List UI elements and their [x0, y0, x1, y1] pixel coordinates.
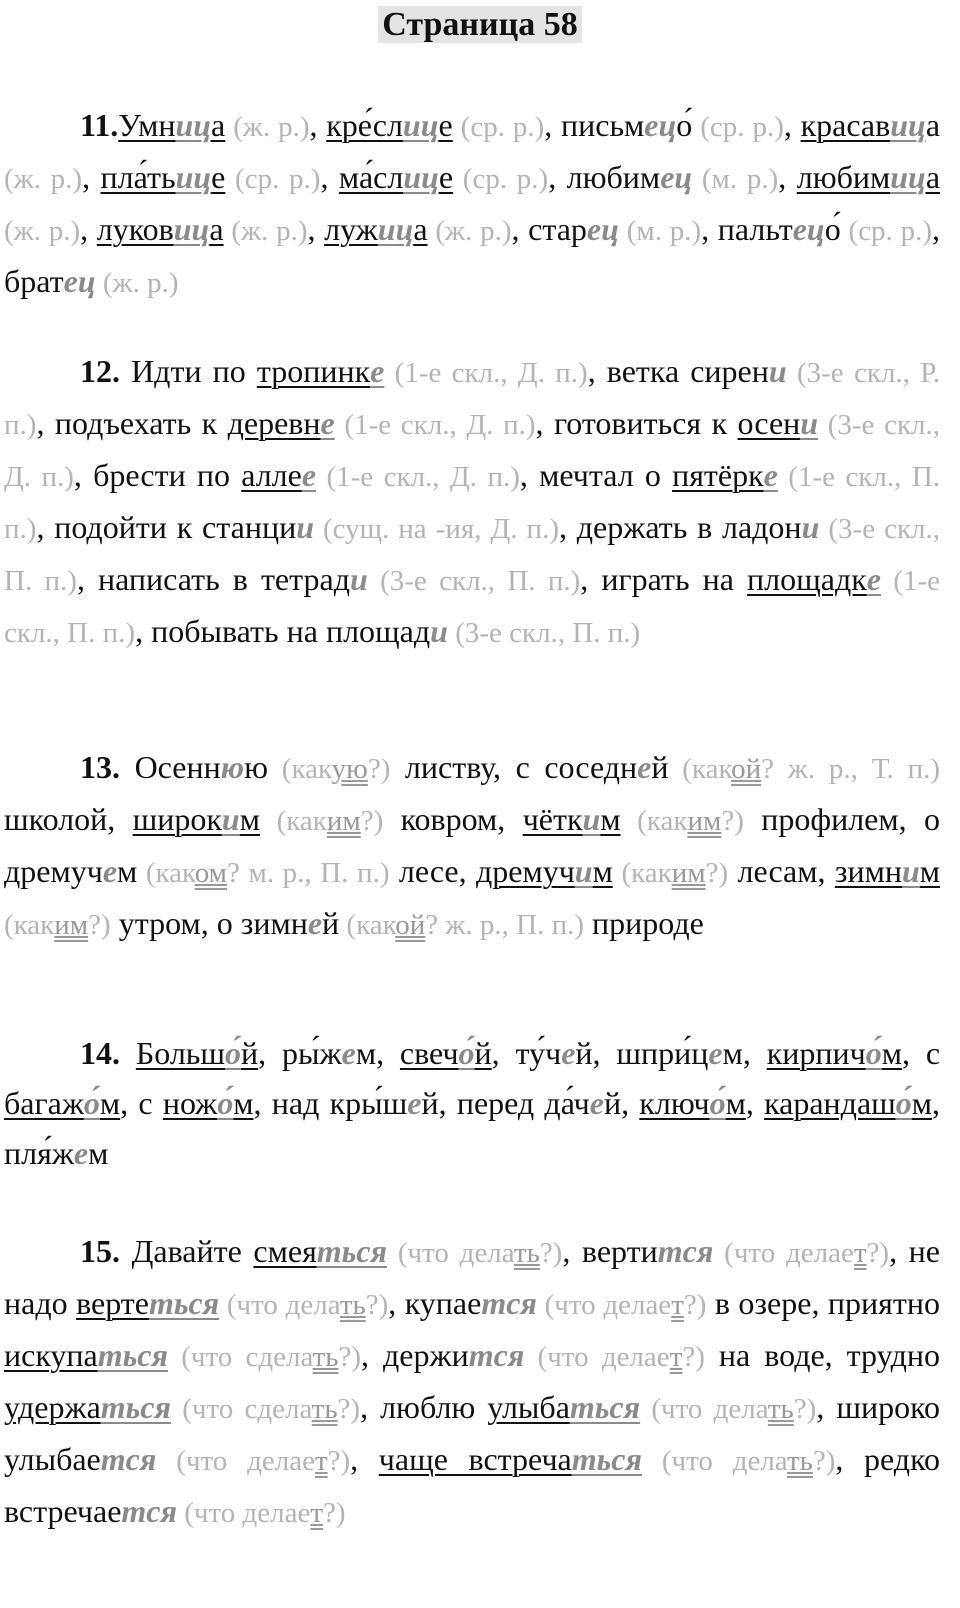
- exercise-number: 12.: [80, 353, 120, 389]
- note-ending: т: [669, 1341, 683, 1373]
- underlined-word: м: [233, 1085, 254, 1121]
- note-ending: ть: [786, 1445, 813, 1477]
- underlined-word: широк: [132, 801, 222, 837]
- text-run: м: [117, 853, 138, 889]
- grammar-note: (как: [267, 753, 332, 785]
- underlined-word: м: [239, 801, 260, 837]
- highlighted-letters: тся: [100, 1441, 157, 1477]
- grammar-note: ?): [682, 1341, 705, 1373]
- exercise-number: 13.: [80, 749, 120, 785]
- text-run: , купае: [388, 1285, 482, 1321]
- text-run: а: [925, 107, 941, 143]
- text-run: , ветка сирен: [587, 353, 769, 389]
- grammar-note: [327, 805, 361, 837]
- underlined-word: м: [881, 1035, 902, 1071]
- highlighted-letters: иц: [890, 159, 926, 195]
- highlighted-letters: ец: [792, 211, 825, 247]
- text-run: Осенн: [120, 749, 221, 785]
- highlighted-letters: тся: [481, 1285, 537, 1321]
- note-ending: т: [853, 1237, 867, 1269]
- highlighted-letters: иц: [175, 107, 212, 143]
- text-run: м,: [355, 1035, 400, 1071]
- text-run: ,: [82, 159, 101, 195]
- highlighted-letters: и: [350, 561, 368, 597]
- grammar-note: (ж. р.): [223, 215, 308, 247]
- text-run: ,: [307, 211, 325, 247]
- note-ending: ть: [767, 1393, 794, 1425]
- grammar-note: (что делае: [524, 1341, 670, 1373]
- underlined-word: улыба: [487, 1389, 570, 1425]
- grammar-note: (1-е скл., П. п.): [4, 461, 941, 545]
- highlighted-letters: и: [296, 509, 314, 545]
- highlighted-letters: е: [407, 1085, 422, 1121]
- underlined-word: луж: [324, 211, 378, 247]
- grammar-note: [315, 1445, 328, 1477]
- underlined-word: деревн: [227, 405, 321, 441]
- highlighted-letters: ец: [63, 263, 96, 299]
- grammar-note: ?): [360, 805, 384, 837]
- underlined-word: кирпич: [766, 1035, 866, 1071]
- highlighted-letters: ться: [97, 1337, 168, 1373]
- grammar-note: [54, 909, 88, 941]
- grammar-note: (как: [4, 909, 55, 941]
- grammar-note: (3-е скл., П. п.): [4, 513, 941, 597]
- highlighted-letters: иц: [175, 159, 212, 195]
- underlined-word: искупа: [4, 1337, 98, 1373]
- highlighted-letters: и: [768, 353, 787, 389]
- note-ending: им: [54, 909, 89, 941]
- text-run: , ту́ч: [491, 1035, 562, 1071]
- grammar-note: (как: [339, 909, 396, 941]
- grammar-note: (что делае: [713, 1237, 854, 1269]
- underlined-word: Больш: [135, 1035, 226, 1071]
- grammar-note: (3-е скл., Р. п.): [4, 357, 941, 441]
- highlighted-letters: о́: [217, 1085, 234, 1121]
- text-run: , подойти к станци: [36, 509, 297, 545]
- text-run: , держать в ладон: [558, 509, 802, 545]
- grammar-note: [310, 1497, 323, 1529]
- highlighted-letters: иц: [402, 107, 439, 143]
- text-run: профилем, о дремуч: [4, 801, 941, 889]
- grammar-note: (1-е скл., П. п.): [4, 565, 941, 649]
- text-run: природе: [584, 905, 704, 941]
- highlighted-letters: ться: [148, 1285, 220, 1321]
- note-ending: им: [671, 857, 706, 889]
- underlined-word: чаще встреча: [378, 1441, 572, 1477]
- underlined-word: удержа: [4, 1389, 101, 1425]
- exercise-14: [4, 1028, 940, 1178]
- text-run: ,: [783, 107, 801, 143]
- highlighted-letters: е: [301, 457, 317, 493]
- note-ending: им: [326, 805, 361, 837]
- text-run: й, перед да́ч: [421, 1085, 590, 1121]
- underlined-word: ма́сл: [338, 159, 404, 195]
- note-ending: ть: [311, 1393, 338, 1425]
- grammar-note: (3-е скл., П. п.): [367, 565, 581, 597]
- grammar-note: (м. р.): [618, 215, 702, 247]
- grammar-note: (что сдела: [167, 1341, 313, 1373]
- text-run: о́: [676, 107, 693, 143]
- grammar-note: [731, 753, 761, 785]
- note-ending: ть: [312, 1341, 339, 1373]
- underlined-word: верте: [76, 1285, 149, 1321]
- underlined-word: луков: [96, 211, 174, 247]
- text-run: , с: [901, 1035, 941, 1071]
- grammar-note: (что дела: [641, 1445, 787, 1477]
- highlighted-letters: и: [221, 801, 240, 837]
- text-run: м: [88, 1135, 109, 1171]
- highlighted-letters: е: [708, 1035, 723, 1071]
- text-run: й: [322, 905, 340, 941]
- highlighted-letters: ться: [316, 1233, 387, 1269]
- highlighted-letters: тся: [468, 1337, 525, 1373]
- grammar-note: [332, 753, 368, 785]
- grammar-note: ?): [721, 805, 744, 837]
- grammar-note: ?): [812, 1445, 836, 1477]
- note-ending: ой: [731, 753, 762, 785]
- text-run: , верти: [562, 1233, 658, 1269]
- underlined-word: свеч: [399, 1035, 459, 1071]
- highlighted-letters: тся: [121, 1493, 177, 1529]
- underlined-word: м: [911, 1085, 933, 1121]
- text-run: в озере, приятно: [706, 1285, 940, 1321]
- grammar-note: ?): [88, 909, 111, 941]
- grammar-note: ?): [367, 753, 391, 785]
- grammar-note: [340, 1289, 366, 1321]
- grammar-note: (ж. р.): [225, 111, 310, 143]
- text-run: , с: [120, 1085, 163, 1121]
- text-run: , брат: [4, 211, 941, 299]
- text-run: лесе,: [389, 853, 476, 889]
- grammar-note: [854, 1237, 867, 1269]
- text-run: Идти по: [120, 353, 257, 389]
- text-run: , не надо: [4, 1233, 941, 1321]
- highlighted-letters: ться: [100, 1389, 171, 1425]
- text-run: утром, о зимн: [110, 905, 308, 941]
- grammar-note: (м. р.): [692, 163, 779, 195]
- grammar-note: [687, 805, 721, 837]
- grammar-note: ? м. р., П. п.): [227, 857, 390, 889]
- underlined-word: чётк: [522, 801, 583, 837]
- grammar-note: ?): [683, 1289, 707, 1321]
- underlined-word: алле: [241, 457, 302, 493]
- text-run: ,: [350, 1441, 379, 1477]
- highlighted-letters: тся: [657, 1233, 714, 1269]
- grammar-note: (ср. р.): [692, 111, 784, 143]
- highlighted-letters: и: [801, 509, 820, 545]
- highlighted-letters: иц: [403, 159, 439, 195]
- text-run: , письм: [544, 107, 645, 143]
- text-run: , ры́ж: [258, 1035, 342, 1071]
- exercise-15: [4, 1226, 940, 1538]
- grammar-note: [671, 1289, 684, 1321]
- underlined-word: Умн: [118, 107, 176, 143]
- underlined-word: м: [919, 853, 941, 889]
- grammar-note: ?): [338, 1341, 362, 1373]
- highlighted-letters: ец: [644, 107, 677, 143]
- highlighted-letters: иц: [173, 211, 210, 247]
- underlined-word: м: [99, 1085, 121, 1121]
- grammar-note: ? ж. р., П. п.): [425, 909, 585, 941]
- text-run: [120, 1035, 136, 1071]
- underlined-word: дремуч: [475, 853, 575, 889]
- grammar-note: (что дела: [219, 1289, 340, 1321]
- exercise-12: [4, 346, 940, 658]
- text-run: , любим: [548, 159, 661, 195]
- highlighted-letters: ец: [660, 159, 693, 195]
- note-ending: ть: [513, 1237, 540, 1269]
- text-run: школой,: [4, 801, 133, 837]
- text-run: о́: [824, 211, 841, 247]
- underlined-word: а: [925, 159, 941, 195]
- grammar-note: (ж. р.): [4, 163, 83, 195]
- text-run: й, шпри́ц: [575, 1035, 709, 1071]
- underlined-word: ключ: [639, 1085, 710, 1121]
- grammar-note: [768, 1393, 794, 1425]
- grammar-note: (1-е скл., Д. п.): [316, 461, 520, 493]
- text-run: , брести по: [73, 457, 242, 493]
- text-run: ю: [244, 749, 268, 785]
- highlighted-letters: ться: [569, 1389, 641, 1425]
- text-run: ,: [320, 159, 339, 195]
- grammar-note: (как: [620, 805, 688, 837]
- text-run: , стар: [511, 211, 587, 247]
- grammar-note: (ср. р.): [452, 111, 545, 143]
- underlined-word: а: [209, 211, 224, 247]
- text-run: ,: [309, 107, 327, 143]
- highlighted-letters: е: [102, 853, 118, 889]
- grammar-note: (ж. р.): [427, 215, 512, 247]
- highlighted-letters: ю: [220, 749, 245, 785]
- grammar-note: (как: [668, 753, 732, 785]
- grammar-note: (что дела: [640, 1393, 768, 1425]
- note-ending: им: [687, 805, 722, 837]
- grammar-note: [672, 857, 706, 889]
- highlighted-letters: е: [866, 561, 881, 597]
- note-ending: ом: [194, 857, 227, 889]
- underlined-word: кре́сл: [326, 107, 403, 143]
- highlighted-letters: е: [307, 905, 323, 941]
- exercise-number: 15.: [80, 1233, 120, 1269]
- text-run: , готовиться к: [535, 405, 738, 441]
- grammar-note: (сущ. на -ия, Д. п.): [314, 513, 559, 545]
- underlined-word: м: [725, 1085, 746, 1121]
- text-run: ковром,: [383, 801, 523, 837]
- grammar-note: (ср. р.): [840, 215, 933, 247]
- underlined-word: м: [600, 801, 621, 837]
- underlined-word: а: [413, 211, 428, 247]
- underlined-word: карандаш: [764, 1085, 896, 1121]
- grammar-note: ?): [866, 1237, 890, 1269]
- text-run: ,: [778, 159, 797, 195]
- text-run: , редко встречае: [4, 1441, 941, 1529]
- underlined-word: багаж: [4, 1085, 84, 1121]
- note-ending: т: [314, 1445, 328, 1477]
- text-run: , держи: [361, 1337, 469, 1373]
- text-run: , пля́ж: [4, 1085, 941, 1171]
- underlined-word: е: [438, 159, 454, 195]
- underlined-word: нож: [162, 1085, 218, 1121]
- grammar-note: ?): [365, 1289, 389, 1321]
- highlighted-letters: е: [561, 1035, 576, 1071]
- note-ending: ую: [331, 753, 368, 785]
- underlined-word: смея: [253, 1233, 317, 1269]
- grammar-note: (ж. р.): [95, 267, 179, 299]
- text-run: , пальт: [701, 211, 793, 247]
- highlighted-letters: и: [430, 613, 448, 649]
- text-run: , написать в тетрад: [76, 561, 350, 597]
- highlighted-letters: иц: [377, 211, 414, 247]
- text-run: ,: [80, 211, 97, 247]
- grammar-note: (как: [259, 805, 327, 837]
- grammar-note: (ж. р.): [4, 215, 81, 247]
- exercise-13: [4, 742, 940, 950]
- exercise-11: [4, 100, 940, 308]
- underlined-word: осен: [737, 405, 801, 441]
- page-title-text: Страница 58: [378, 6, 581, 43]
- grammar-note: ?): [323, 1497, 346, 1529]
- text-run: й: [651, 749, 669, 785]
- grammar-note: ?): [337, 1393, 361, 1425]
- underlined-word: е: [438, 107, 453, 143]
- text-run: , люблю: [360, 1389, 488, 1425]
- underlined-word: тропинк: [256, 353, 371, 389]
- text-run: , побывать на площад: [135, 613, 431, 649]
- underlined-word: а: [211, 107, 226, 143]
- grammar-note: (что дела: [386, 1237, 514, 1269]
- text-run: , мечтал о: [519, 457, 673, 493]
- underlined-word: й: [241, 1035, 259, 1071]
- text-run: , играть на: [580, 561, 748, 597]
- note-ending: ть: [339, 1289, 366, 1321]
- text-run: м,: [722, 1035, 767, 1071]
- text-run: , подъехать к: [36, 405, 228, 441]
- exercise-number: 14.: [80, 1035, 120, 1071]
- highlighted-letters: и: [901, 853, 920, 889]
- exercise-number: 11.: [80, 107, 119, 143]
- highlighted-letters: о́: [895, 1085, 912, 1121]
- grammar-note: ?): [539, 1237, 563, 1269]
- underlined-word: е: [211, 159, 226, 195]
- highlighted-letters: е: [763, 457, 778, 493]
- grammar-note: ?): [705, 857, 729, 889]
- note-ending: т: [671, 1289, 684, 1321]
- grammar-note: [514, 1237, 540, 1269]
- grammar-note: [195, 857, 227, 889]
- text-run: Давайте: [120, 1233, 254, 1269]
- text-run: на воде, трудно: [704, 1337, 941, 1373]
- grammar-note: [313, 1341, 339, 1373]
- highlighted-letters: о́: [709, 1085, 726, 1121]
- text-run: листву, с соседн: [390, 749, 638, 785]
- grammar-note: ?): [327, 1445, 351, 1477]
- grammar-note: ?): [793, 1393, 817, 1425]
- text-run: , над кры́ш: [253, 1085, 408, 1121]
- note-ending: ой: [395, 909, 426, 941]
- grammar-note: (как: [137, 857, 195, 889]
- grammar-note: (что делае: [156, 1445, 315, 1477]
- highlighted-letters: и: [574, 853, 593, 889]
- note-ending: т: [310, 1497, 324, 1529]
- highlighted-letters: о́: [83, 1085, 100, 1121]
- grammar-note: (3-е скл., Д. п.): [4, 409, 941, 493]
- grammar-note: [787, 1445, 813, 1477]
- underlined-word: площадк: [747, 561, 867, 597]
- page-title: [0, 0, 960, 50]
- text-run: ,: [745, 1085, 765, 1121]
- grammar-note: (ср. р.): [453, 163, 549, 195]
- highlighted-letters: и: [800, 405, 819, 441]
- highlighted-letters: е: [637, 749, 652, 785]
- underlined-word: пла́ть: [100, 159, 176, 195]
- underlined-word: зимн: [834, 853, 902, 889]
- text-run: лесам,: [728, 853, 835, 889]
- highlighted-letters: о́: [458, 1035, 475, 1071]
- highlighted-letters: иц: [890, 107, 926, 143]
- grammar-note: (что сдела: [170, 1393, 312, 1425]
- grammar-note: (1-е скл., Д. п.): [384, 357, 588, 389]
- underlined-word: м: [592, 853, 613, 889]
- highlighted-letters: о́: [865, 1035, 882, 1071]
- highlighted-letters: и: [582, 801, 601, 837]
- highlighted-letters: е: [589, 1085, 604, 1121]
- highlighted-letters: ться: [571, 1441, 642, 1477]
- text-run: й,: [603, 1085, 640, 1121]
- grammar-note: (1-е скл., Д. п.): [334, 409, 536, 441]
- grammar-note: (ср. р.): [225, 163, 321, 195]
- underlined-word: красав: [800, 107, 891, 143]
- text-run: , широко улыбае: [4, 1389, 941, 1477]
- highlighted-letters: е: [341, 1035, 356, 1071]
- grammar-note: (как: [612, 857, 672, 889]
- underlined-word: й: [474, 1035, 492, 1071]
- underlined-word: любим: [796, 159, 891, 195]
- grammar-note: (3-е скл., П. п.): [447, 617, 641, 649]
- underlined-word: пятёрк: [672, 457, 764, 493]
- highlighted-letters: е: [320, 405, 335, 441]
- grammar-note: (что делае: [176, 1497, 311, 1529]
- grammar-note: ? ж. р., Т. п.): [761, 753, 940, 785]
- highlighted-letters: о́: [225, 1035, 242, 1071]
- highlighted-letters: ец: [586, 211, 619, 247]
- grammar-note: [670, 1341, 683, 1373]
- grammar-note: [312, 1393, 338, 1425]
- highlighted-letters: е: [73, 1135, 89, 1171]
- highlighted-letters: е: [370, 353, 385, 389]
- grammar-note: [395, 909, 425, 941]
- grammar-note: (что делае: [536, 1289, 672, 1321]
